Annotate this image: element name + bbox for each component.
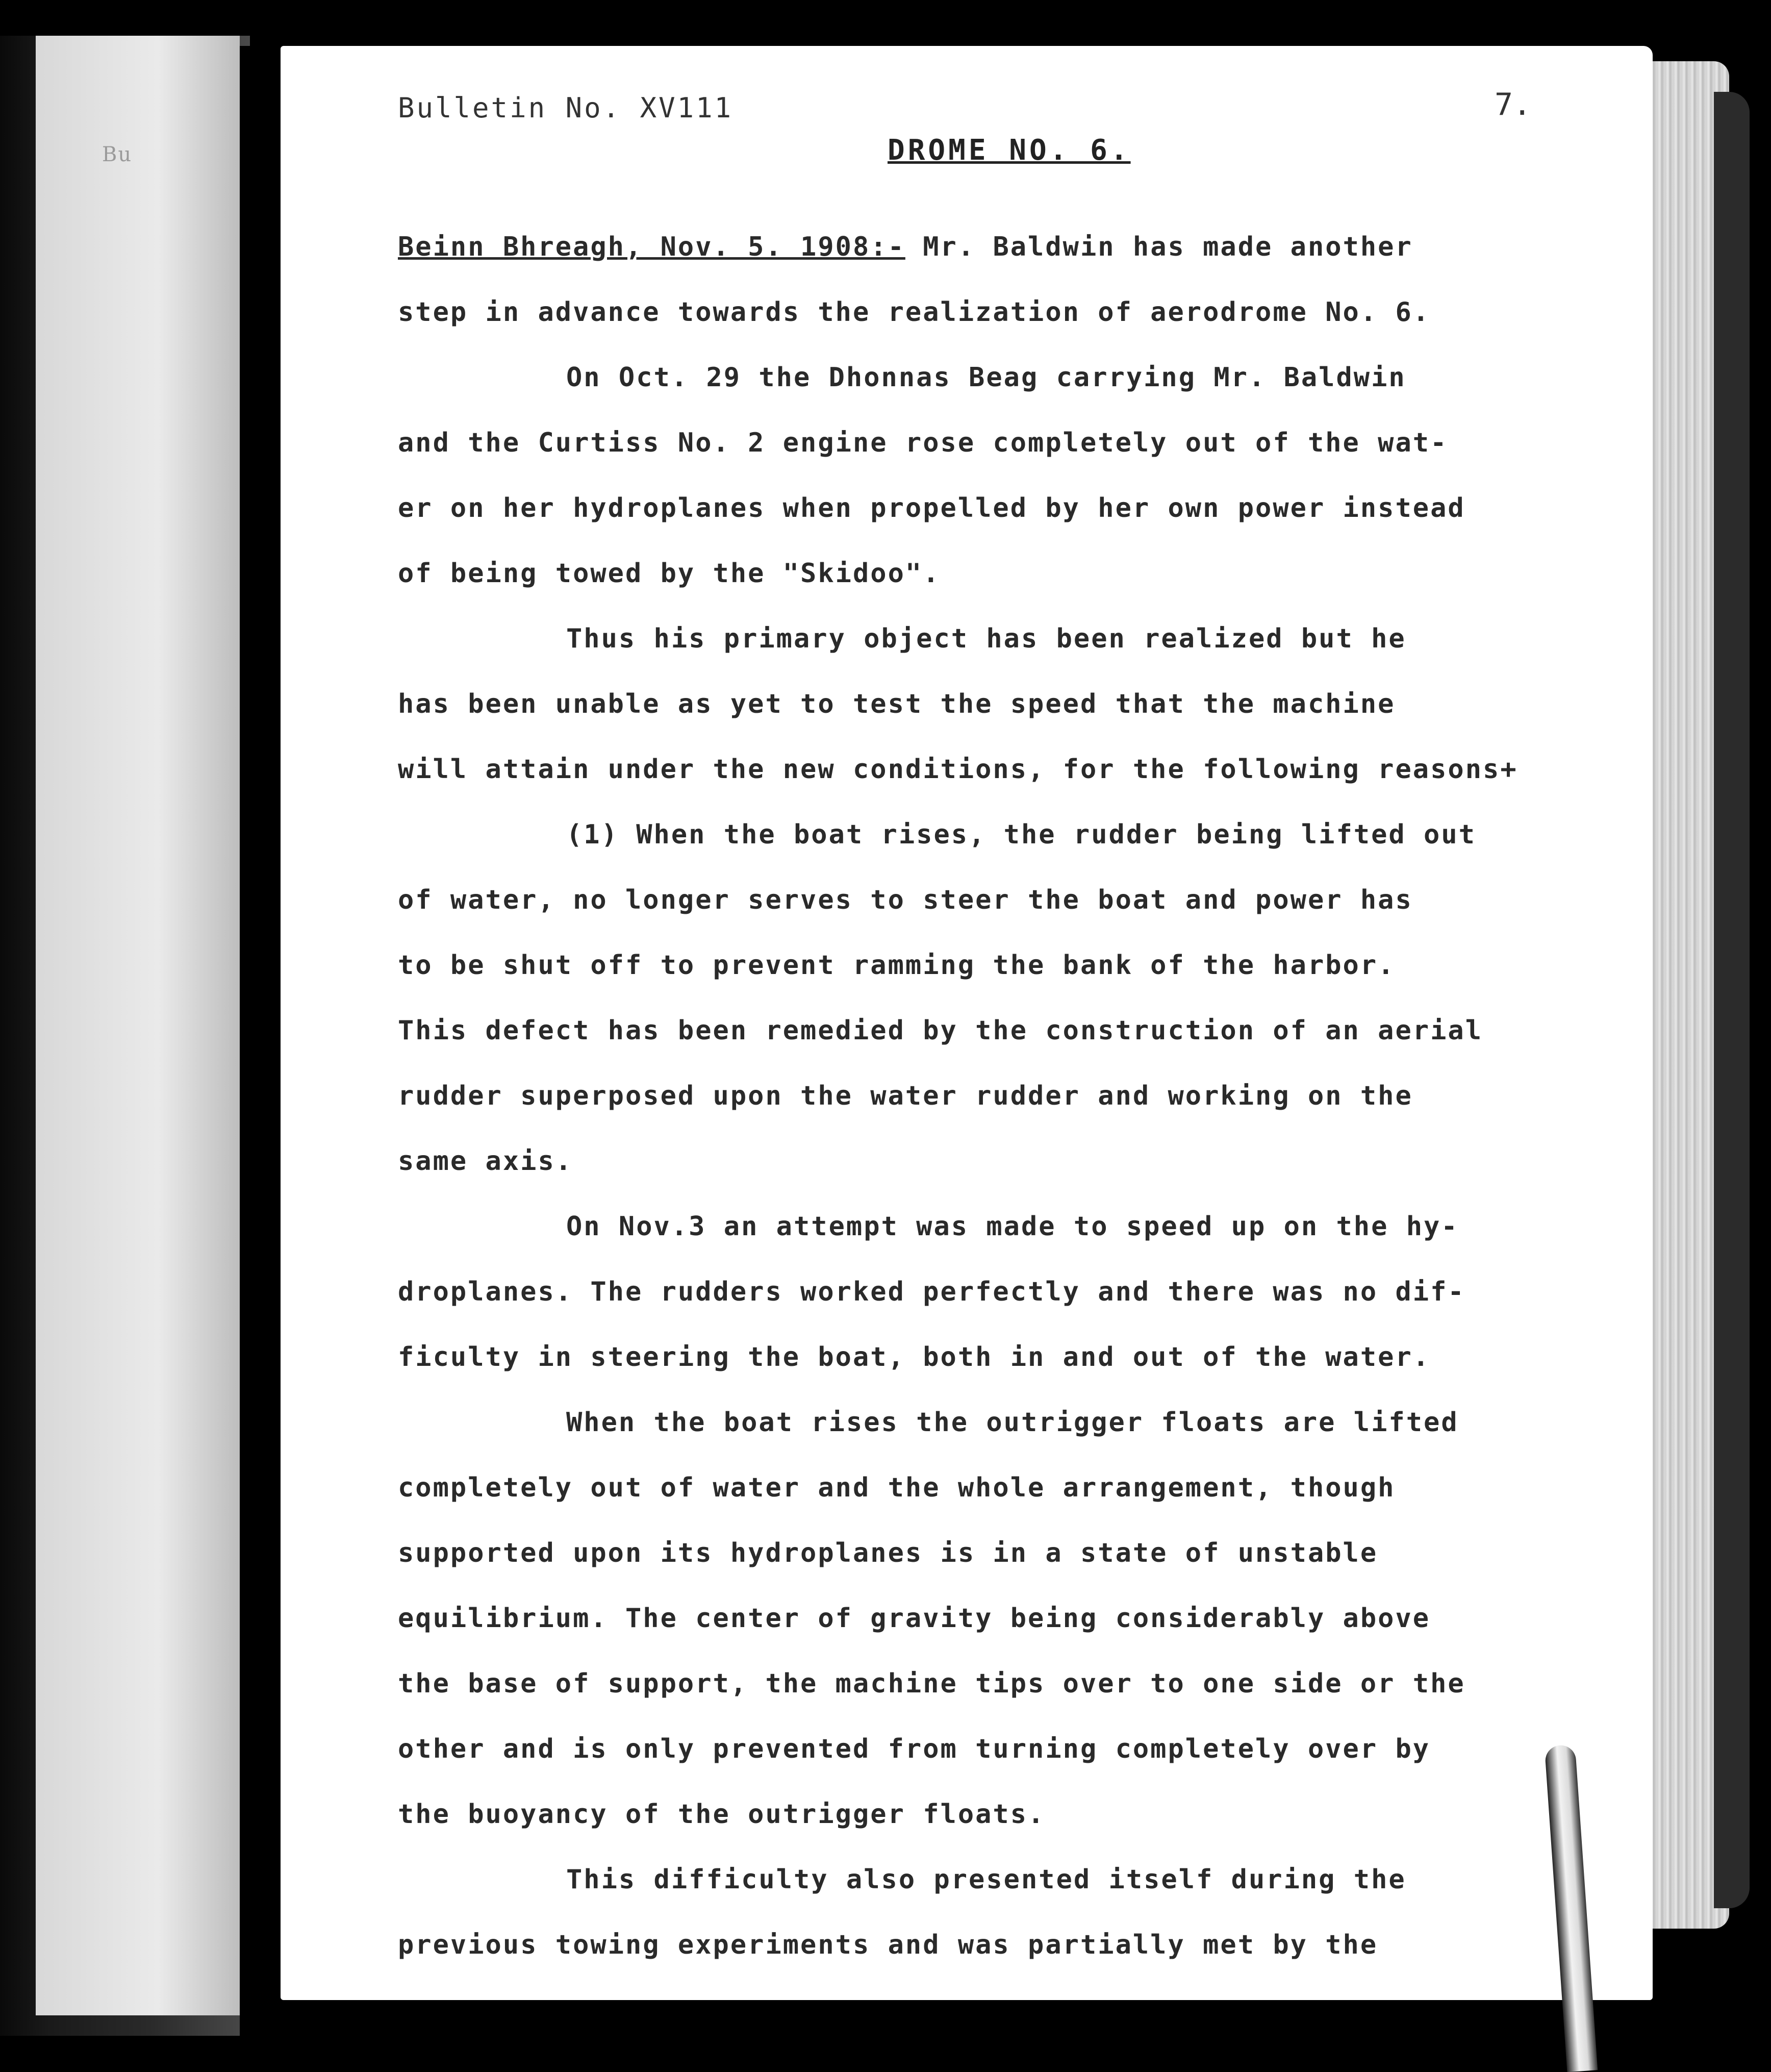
text-line: to be shut off to prevent ramming the bank of the harbor.: [398, 950, 1396, 981]
text-line-content: Mr. Baldwin has made another: [905, 232, 1413, 262]
text-line: will attain under the new conditions, for the following reasons+: [398, 754, 1518, 785]
text-line: When the boat rises the outrigger floats are lifted: [566, 1407, 1459, 1438]
book-gutter: [240, 46, 281, 2036]
facing-page: [36, 36, 240, 2015]
text-line: step in advance towards the realization of aerodrome No. 6.: [398, 297, 1431, 328]
text-line: other and is only prevented from turning completely over by: [398, 1734, 1431, 1764]
text-line: droplanes. The rudders worked perfectly and there was no dif-: [398, 1277, 1465, 1307]
text-line: has been unable as yet to test the speed that the machine: [398, 689, 1396, 719]
text-line: of water, no longer serves to steer the boat and power has: [398, 885, 1413, 915]
text-line: the base of support, the machine tips over to one side or the: [398, 1668, 1465, 1699]
bulletin-header: Bulletin No. XV111: [398, 92, 733, 124]
text-line: [398, 214, 1586, 280]
text-line: the buoyancy of the outrigger floats.: [398, 1799, 1046, 1830]
dateline: Beinn Bhreagh, Nov. 5. 1908:-: [398, 232, 905, 262]
text-line: and the Curtiss No. 2 engine rose completely out of the wat-: [398, 428, 1448, 458]
book-cover-edge: [1714, 92, 1750, 1908]
page-title: DROME NO. 6.: [888, 134, 1131, 167]
text-line: This defect has been remedied by the construction of an aerial: [398, 1015, 1483, 1046]
text-line: ficulty in steering the boat, both in and out of the water.: [398, 1342, 1431, 1372]
text-line: rudder superposed upon the water rudder and working on the: [398, 1081, 1413, 1111]
text-line: Thus his primary object has been realized but he: [566, 623, 1406, 654]
text-line: same axis.: [398, 1146, 573, 1177]
text-line: of being towed by the "Skidoo".: [398, 558, 941, 589]
text-line: equilibrium. The center of gravity being considerably above: [398, 1603, 1431, 1634]
text-line: er on her hydroplanes when propelled by her own power instead: [398, 493, 1465, 523]
text-line: previous towing experiments and was partially met by the: [398, 1930, 1378, 1960]
text-line: supported upon its hydroplanes is in a state of unstable: [398, 1538, 1378, 1568]
page-number: 7.: [1495, 87, 1532, 122]
text-line: On Oct. 29 the Dhonnas Beag carrying Mr. Baldwin: [566, 362, 1406, 393]
text-line: completely out of water and the whole arrangement, though: [398, 1472, 1396, 1503]
text-line: This difficulty also presented itself during the: [566, 1864, 1406, 1895]
text-line: (1) When the boat rises, the rudder being lifted out: [566, 819, 1476, 850]
facing-page-margin-text: Bu: [102, 143, 133, 166]
body-text: [398, 214, 1586, 1978]
text-line: On Nov.3 an attempt was made to speed up on the hy-: [566, 1211, 1459, 1242]
